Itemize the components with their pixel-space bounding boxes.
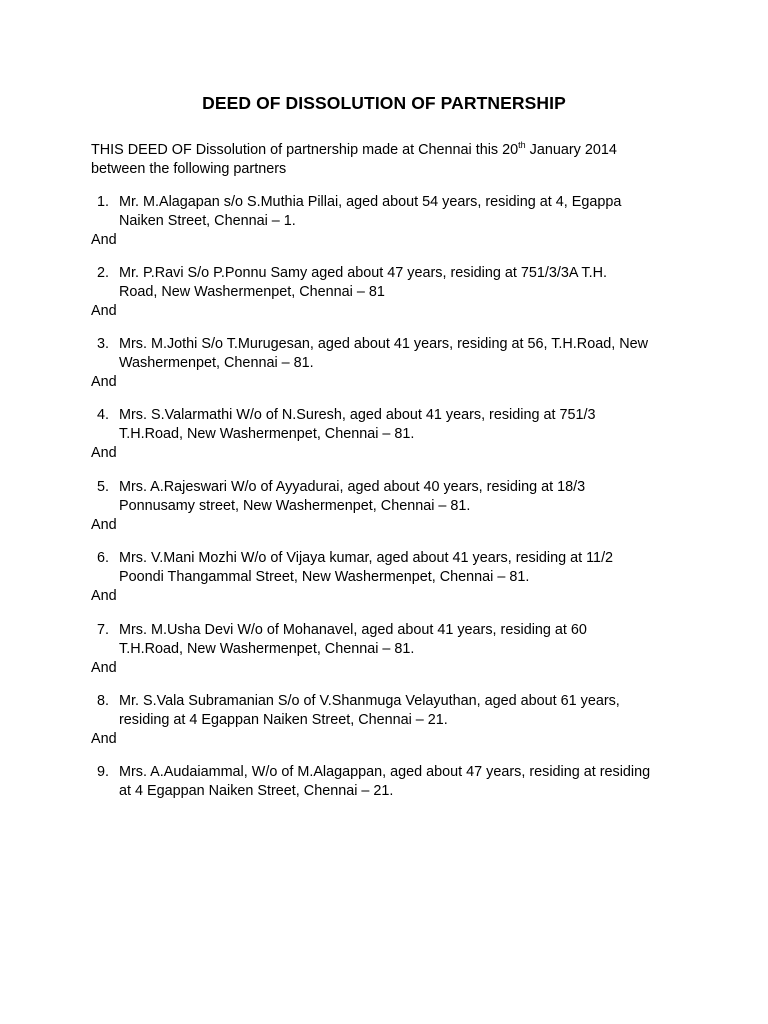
- party-line-1: Mr. P.Ravi S/o P.Ponnu Samy aged about 47 years, residing at 751/3/3A T.H.: [119, 265, 607, 281]
- party-line-2: Naiken Street, Chennai – 1.: [119, 213, 296, 229]
- party-line-2: Poondi Thangammal Street, New Washermenpet, Chennai – 81.: [119, 569, 530, 585]
- party-line-1: Mrs. M.Jothi S/o T.Murugesan, aged about 41 years, residing at 56, T.H.Road, New: [119, 336, 648, 352]
- intro-text: THIS DEED OF Dissolution of partnership made at Chennai this 20: [91, 142, 519, 158]
- party-item-6: [91, 549, 691, 606]
- party-item-9: [91, 763, 691, 801]
- party-number: 2.: [96, 265, 109, 281]
- party-line-2: T.H.Road, New Washermenpet, Chennai – 81.: [119, 426, 415, 442]
- party-item-8: [91, 692, 691, 749]
- party-line-1: Mrs. A.Audaiammal, W/o of M.Alagappan, aged about 47 years, residing at residing: [119, 764, 651, 780]
- intro-line-2: between the following partners: [91, 161, 287, 177]
- intro-text-date: January 2014: [525, 142, 617, 158]
- party-number: 1.: [96, 194, 109, 210]
- party-number: 6.: [96, 550, 109, 566]
- and-separator: And: [91, 445, 117, 461]
- party-item-2: [91, 264, 691, 321]
- and-separator: And: [91, 232, 117, 248]
- and-separator: And: [91, 588, 117, 604]
- party-line-1: Mrs. M.Usha Devi W/o of Mohanavel, aged about 41 years, residing at 60: [119, 622, 587, 638]
- intro-superscript: th: [518, 140, 526, 150]
- document-title: DEED OF DISSOLUTION OF PARTNERSHIP: [202, 93, 566, 113]
- party-line-1: Mrs. A.Rajeswari W/o of Ayyadurai, aged about 40 years, residing at 18/3: [119, 479, 586, 495]
- party-line-2: Road, New Washermenpet, Chennai – 81: [119, 284, 385, 300]
- party-item-3: [91, 335, 691, 392]
- party-line-2: residing at 4 Egappan Naiken Street, Chennai – 21.: [119, 712, 448, 728]
- and-separator: And: [91, 303, 117, 319]
- party-line-2: at 4 Egappan Naiken Street, Chennai – 21.: [119, 783, 394, 799]
- party-line-2: Ponnusamy street, New Washermenpet, Chennai – 81.: [119, 498, 471, 514]
- and-separator: And: [91, 374, 117, 390]
- party-number: 9.: [96, 764, 109, 780]
- party-item-7: [91, 621, 691, 678]
- party-item-1: [91, 193, 691, 250]
- party-number: 8.: [96, 693, 109, 709]
- intro-paragraph: [91, 141, 691, 179]
- party-line-1: Mr. M.Alagapan s/o S.Muthia Pillai, aged about 54 years, residing at 4, Egappa: [119, 194, 622, 210]
- party-number: 4.: [96, 407, 109, 423]
- party-item-5: [91, 478, 691, 535]
- party-number: 3.: [96, 336, 109, 352]
- and-separator: And: [91, 731, 117, 747]
- party-line-1: Mr. S.Vala Subramanian S/o of V.Shanmuga Velayuthan, aged about 61 years,: [119, 693, 620, 709]
- and-separator: And: [91, 660, 117, 676]
- party-number: 5.: [96, 479, 109, 495]
- party-item-4: [91, 406, 691, 463]
- party-line-1: Mrs. S.Valarmathi W/o of N.Suresh, aged about 41 years, residing at 751/3: [119, 407, 596, 423]
- and-separator: And: [91, 517, 117, 533]
- party-line-1: Mrs. V.Mani Mozhi W/o of Vijaya kumar, aged about 41 years, residing at 11/2: [119, 550, 614, 566]
- party-line-2: T.H.Road, New Washermenpet, Chennai – 81.: [119, 641, 415, 657]
- party-number: 7.: [96, 622, 109, 638]
- party-line-2: Washermenpet, Chennai – 81.: [119, 355, 314, 371]
